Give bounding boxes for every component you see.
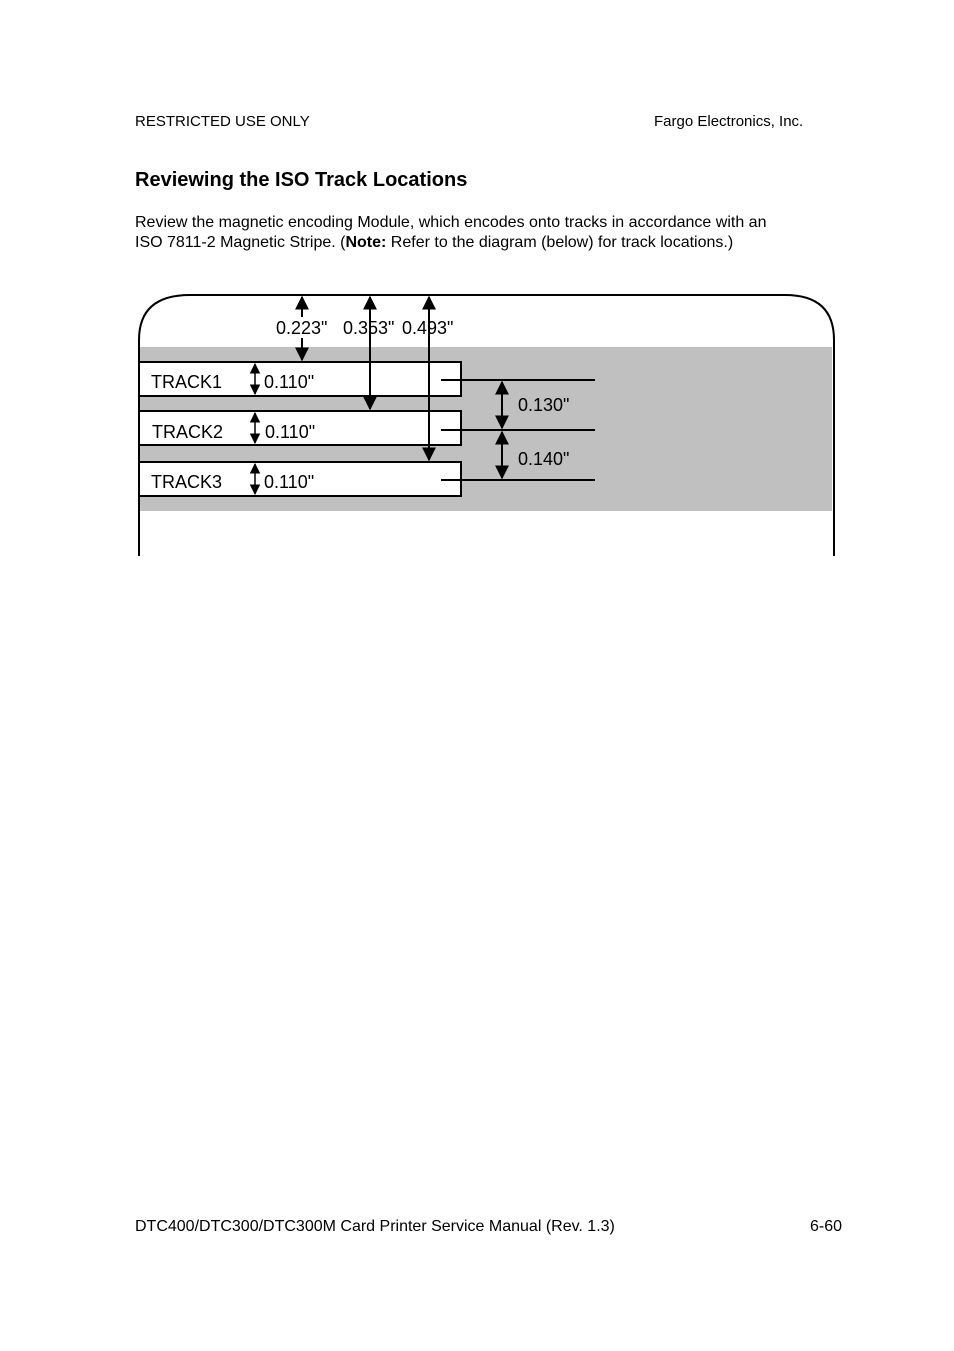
spacing-label-2: 0.140" [518, 449, 570, 469]
offset-label-2: 0.353" [343, 318, 395, 338]
section-title: Reviewing the ISO Track Locations [135, 169, 468, 191]
paragraph-line-1: Review the magnetic encoding Module, which encodes onto tracks in accordance with an [135, 214, 767, 231]
offset-label-3: 0.493" [402, 318, 454, 338]
offset-label-1: 0.223" [276, 318, 328, 338]
spacing-label-1: 0.130" [518, 395, 570, 415]
track1-label: TRACK1 [151, 372, 223, 392]
track1-height-label: 0.110" [264, 372, 315, 392]
track2-label: TRACK2 [152, 422, 224, 442]
footer-left: DTC400/DTC300/DTC300M Card Printer Service Manual (Rev. 1.3) [135, 1218, 615, 1235]
paragraph-line-2-end: Refer to the diagram (below) for track locations.) [386, 234, 734, 251]
header-right: Fargo Electronics, Inc. [654, 113, 804, 130]
page-number: 6-60 [810, 1218, 843, 1235]
header-left: RESTRICTED USE ONLY [135, 113, 310, 130]
note-label: Note: [345, 234, 387, 251]
track3-label: TRACK3 [151, 472, 223, 492]
track3-height-label: 0.110" [264, 472, 315, 492]
iso-track-diagram [0, 0, 954, 600]
track2-height-label: 0.110" [265, 422, 316, 442]
paragraph-line-2-start: ISO 7811-2 Magnetic Stripe. ( [135, 234, 346, 251]
